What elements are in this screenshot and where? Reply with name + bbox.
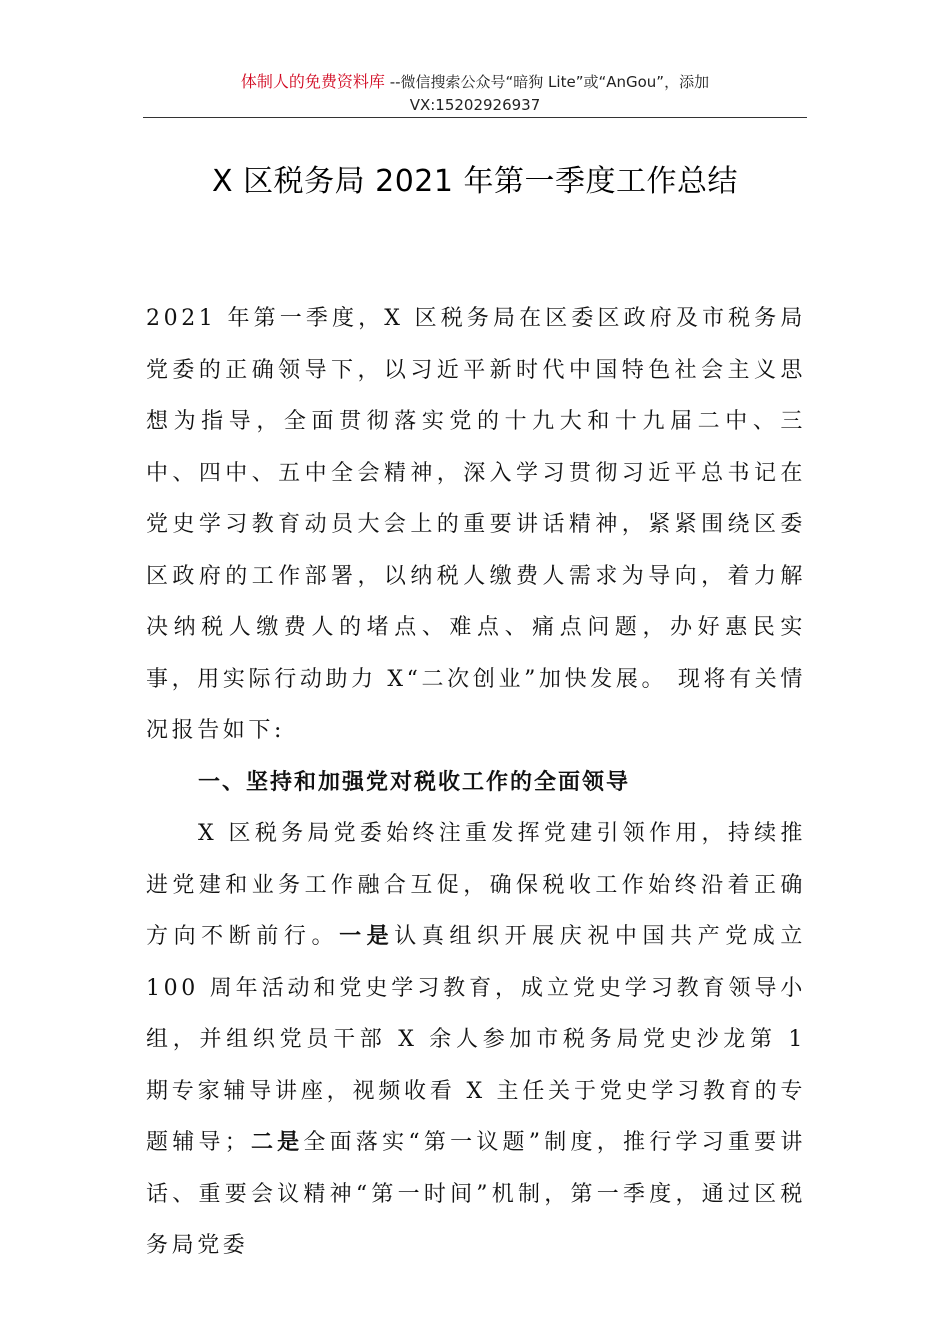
emphasis-second: 二是 bbox=[250, 1130, 304, 1155]
section-heading-1: 一、坚持和加强党对税收工作的全面领导 bbox=[198, 769, 631, 795]
header-line-1 bbox=[140, 70, 810, 94]
header-brand: 体制人的免费资料库 bbox=[240, 72, 385, 91]
intro-paragraph: 2021 年第一季度，X 区税务局在区委区政府及市税务局党委的正确领导下，以习近平新时代中国特色社会主义思想为指导，全面贯彻落实党的十九大和十九届二中、三中、四中、五中全会精神，深入学习贯彻习近平总书记在党史学习教育动员大会上的重要讲话精神，紧紧围绕区委区政府的工作部署，以纳税人缴费人需求为导向，着力解决纳税人缴费人的堵点、难点、痛点问题，办好惠民实事，用实际行动助力 X“二次创业”加快发展。 现将有关情况报告如下: bbox=[146, 306, 806, 743]
section-1-paragraph bbox=[146, 808, 806, 1272]
document-title: X 区税务局 2021 年第一季度工作总结 bbox=[211, 164, 738, 199]
section-1-text-a: X 区税务局党委始终注重发挥党建引领作用，持续推进党建和业务工作融合互促，确保税收工作始终沿着正确方向不断前行。 bbox=[146, 821, 806, 949]
header-contact: VX:15202926937 bbox=[409, 96, 541, 114]
header-divider bbox=[143, 117, 807, 118]
document-body bbox=[146, 293, 806, 1272]
header-notice: --微信搜索公众号“暗狗 Lite”或“AnGou”，添加 bbox=[384, 73, 710, 91]
page-header bbox=[140, 70, 810, 117]
section-1-text-b: 认真组织开展庆祝中国共产党成立 100 周年活动和党史学习教育，成立党史学习教育领导小组，并组织党员干部 X 余人参加市税务局党史沙龙第 1 期专家辅导讲座，视频收看 X 主任关于党史学习教育的专题辅导； bbox=[146, 924, 806, 1155]
section-1-text-c: 全面落实“第一议题”制度，推行学习重要讲话、重要会议精神“第一时间”机制，第一季度，通过区税务局党委 bbox=[146, 1130, 806, 1258]
emphasis-first: 一是 bbox=[339, 924, 395, 949]
